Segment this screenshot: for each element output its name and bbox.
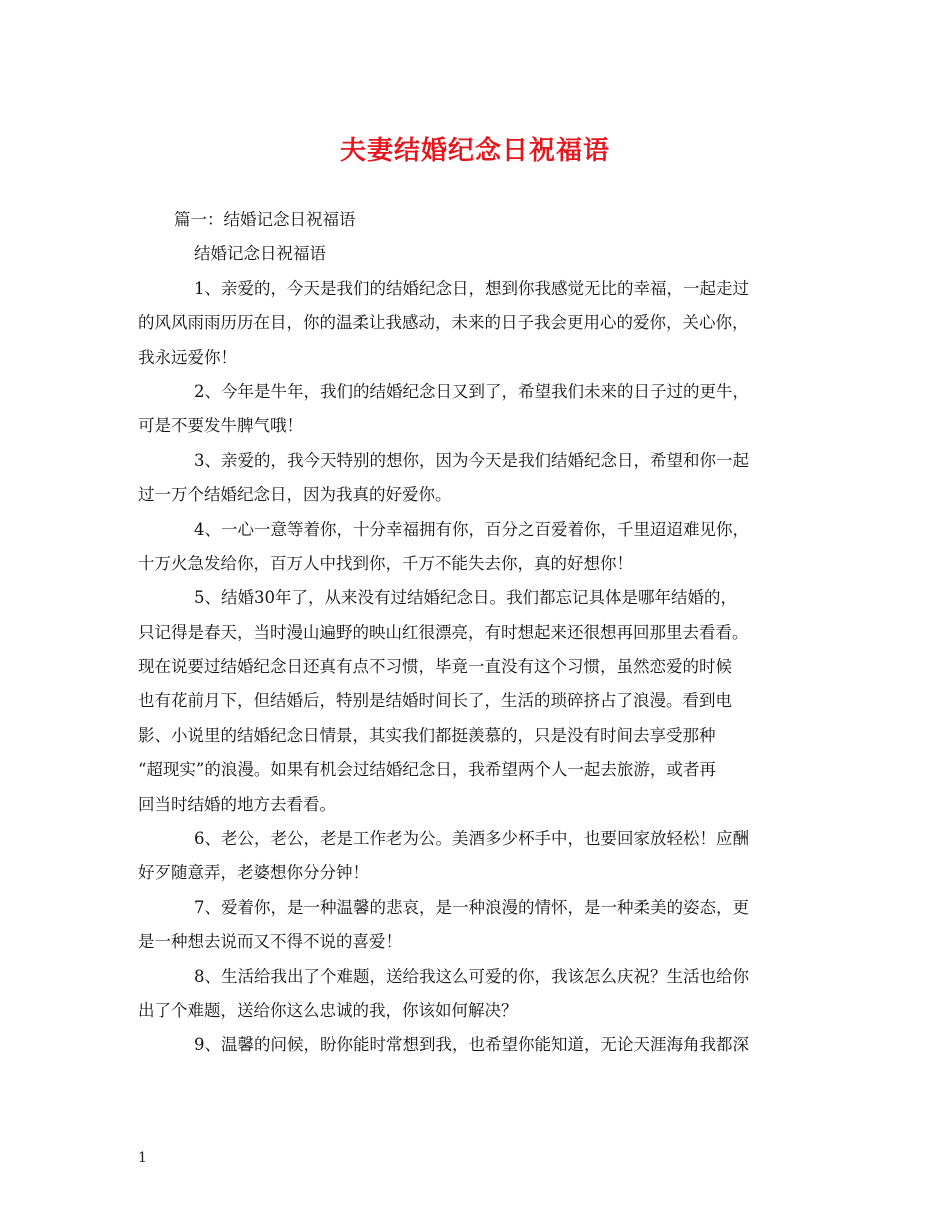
text-line: 是一种想去说而又不得不说的喜爱！ bbox=[138, 932, 402, 952]
text-line: 影、小说里的结婚纪念日情景，其实我们都挺羡慕的，只是没有时间去享受那种 bbox=[138, 725, 716, 745]
text-line: 也有花前月下，但结婚后，特别是结婚时间长了，生活的琐碎挤占了浪漫。看到电 bbox=[138, 691, 732, 711]
text-line: 6、老公，老公，老是工作老为公。美酒多少杯手中，也要回家放轻松！应酬 bbox=[194, 829, 749, 849]
text-line: 好歹随意弄，老婆想你分分钟！ bbox=[138, 863, 369, 883]
text-line: 3、亲爱的，我今天特别的想你，因为今天是我们结婚纪念日，希望和你一起 bbox=[194, 450, 749, 470]
text-line: 9、温馨的问候，盼你能时常想到我，也希望你能知道，无论天涯海角我都深 bbox=[194, 1035, 749, 1055]
text-line: 8、生活给我出了个难题，送给我这么可爱的你，我该怎么庆祝？生活也给你 bbox=[194, 966, 749, 986]
text-line: “超现实”的浪漫。如果有机会过结婚纪念日，我希望两个人一起去旅游，或者再 bbox=[138, 760, 716, 780]
text-line: 4、一心一意等着你，十分幸福拥有你，百分之百爱着你，千里迢迢难见你， bbox=[194, 519, 749, 539]
document-title: 夫妻结婚纪念日祝福语 bbox=[339, 136, 610, 166]
text-line: 十万火急发给你，百万人中找到你，千万不能失去你，真的好想你！ bbox=[138, 553, 633, 573]
text-line: 回当时结婚的地方去看看。 bbox=[138, 794, 336, 814]
text-line: 现在说要过结婚纪念日还真有点不习惯，毕竟一直没有这个习惯，虽然恋爱的时候 bbox=[138, 657, 732, 677]
text-line: 出了个难题，送给你这么忠诚的我，你该如何解决？ bbox=[138, 1000, 518, 1020]
text-line: 1、亲爱的，今天是我们的结婚纪念日，想到你我感觉无比的幸福，一起走过 bbox=[194, 278, 749, 298]
page-number: 1 bbox=[138, 1150, 147, 1166]
text-line: 篇一：结婚记念日祝福语 bbox=[174, 210, 356, 229]
text-line: 我永远爱你！ bbox=[138, 347, 237, 367]
document-body bbox=[138, 203, 818, 1063]
text-line: 2、今年是牛年，我们的结婚纪念日又到了，希望我们未来的日子过的更牛， bbox=[194, 381, 749, 401]
text-line: 7、爱着你，是一种温馨的悲哀，是一种浪漫的情怀，是一种柔美的姿态，更 bbox=[194, 897, 749, 917]
text-line: 过一万个结婚纪念日，因为我真的好爱你。 bbox=[138, 485, 452, 505]
text-line: 只记得是春天，当时漫山遍野的映山红很漂亮，有时想起来还很想再回那里去看看。 bbox=[138, 622, 749, 642]
text-line: 5、结婚30年了，从来没有过结婚纪念日。我们都忘记具体是哪年结婚的， bbox=[194, 588, 737, 608]
text-line: 结婚记念日祝福语 bbox=[194, 244, 326, 264]
text-line: 的风风雨雨历历在目，你的温柔让我感动，未来的日子我会更用心的爱你，关心你， bbox=[138, 313, 749, 333]
text-line: 可是不要发牛脾气哦！ bbox=[138, 416, 303, 436]
